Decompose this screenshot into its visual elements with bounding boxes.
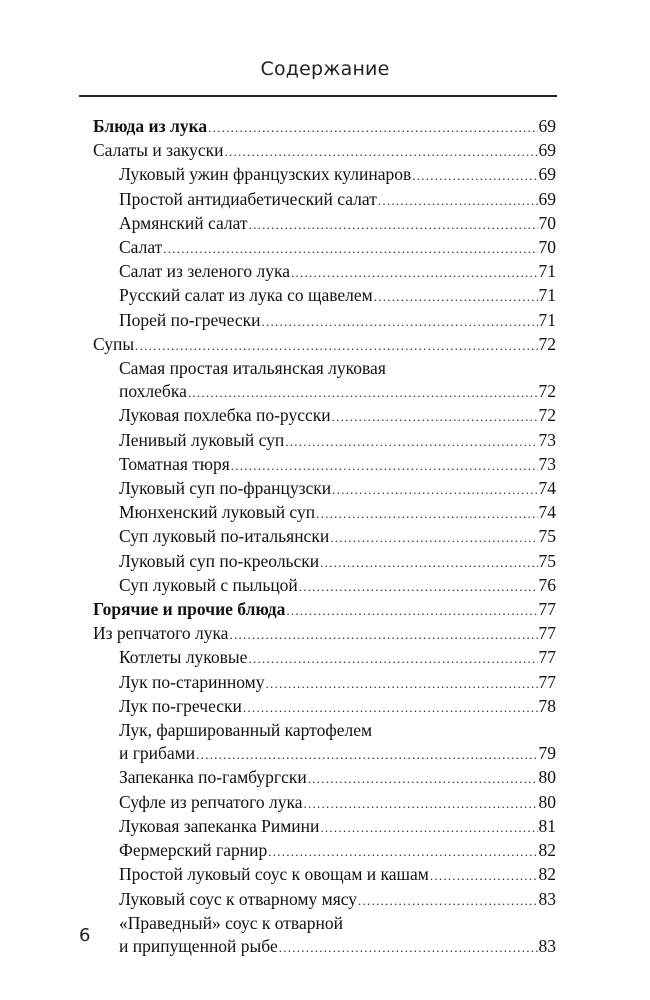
dot-leader [430, 864, 538, 887]
toc-entry [93, 839, 556, 863]
page-number: 6 [79, 925, 91, 946]
toc-entry-line [119, 284, 556, 308]
toc-entry-page: 69 [538, 116, 556, 136]
toc-entry-page: 82 [538, 840, 556, 861]
toc-entry [93, 284, 556, 308]
toc-entry-page: 69 [538, 164, 556, 185]
dot-leader [268, 840, 537, 863]
toc-entry-page: 69 [538, 188, 556, 209]
toc-entry [93, 188, 556, 212]
toc-entry-title: Русский салат из лука со щавелем [119, 285, 373, 306]
toc-entry-title-line1: «Праведный» соус к отварной [119, 912, 343, 933]
toc-entry-page: 80 [538, 791, 556, 812]
dot-leader [374, 285, 538, 308]
toc-entry-title: Салаты и закуски [93, 140, 224, 161]
toc-entry [93, 888, 556, 912]
toc-entry-page: 77 [538, 623, 556, 644]
toc-entry [93, 477, 556, 501]
toc-entry [93, 863, 556, 887]
toc-entry-line [119, 477, 556, 501]
toc-entry [93, 429, 556, 453]
toc-entry-page: 72 [538, 333, 556, 354]
toc-entry-line [93, 139, 556, 163]
toc-entry-line [119, 453, 556, 477]
toc-entry [93, 550, 556, 574]
toc-entry-line [93, 622, 556, 646]
dot-leader [243, 696, 538, 719]
toc-entry-line [119, 309, 556, 333]
dot-leader [249, 213, 538, 236]
toc-entry-line [119, 646, 556, 670]
toc-entry-title: Суфле из репчатого лука [119, 791, 303, 812]
toc-entry [93, 695, 556, 719]
dot-leader [248, 647, 537, 670]
toc-entry-line [119, 525, 556, 549]
toc-entry [93, 501, 556, 525]
toc-entry [93, 260, 556, 284]
toc-entry-page: 71 [538, 285, 556, 306]
toc-entry-line [119, 260, 556, 284]
toc-entry [93, 719, 556, 766]
toc-entry [93, 766, 556, 790]
toc-entry-title: Салат из зеленого лука [119, 261, 290, 282]
toc-entry-page: 83 [538, 935, 556, 956]
dot-leader [208, 116, 537, 139]
toc-entry-page: 74 [538, 478, 556, 499]
toc-entry-title: Луковый суп по-французски [119, 478, 332, 499]
toc-entry [93, 453, 556, 477]
toc-entry-title: Луковый ужин французских кулинаров [119, 164, 412, 185]
toc-entry-title: Фермерский гарнир [119, 840, 268, 861]
toc-entry-title: Порей по-гречески [119, 309, 261, 330]
toc-entry-page: 79 [538, 743, 556, 764]
toc-entry-title: Луковая запеканка Римини [119, 815, 320, 836]
dot-leader [285, 430, 537, 453]
toc-entry-page: 73 [538, 429, 556, 450]
toc-entry-line [119, 380, 556, 404]
dot-leader [304, 792, 538, 815]
toc-entry-page: 77 [538, 647, 556, 668]
toc-entry-line [119, 742, 556, 766]
toc-entry-line [119, 188, 556, 212]
dot-leader [358, 889, 537, 912]
toc-entry-page: 80 [538, 767, 556, 788]
dot-leader [299, 575, 538, 598]
toc-entry [93, 574, 556, 598]
toc-entry-title: Простой антидиабетический салат [119, 188, 377, 209]
toc-entry-page: 77 [538, 599, 556, 620]
header-divider [79, 95, 557, 97]
toc-entry-line [119, 888, 556, 912]
toc-entry-title: Котлеты луковые [119, 647, 248, 668]
toc-entry-page: 75 [538, 526, 556, 547]
toc-entry-title: Суп луковый по-итальянски [119, 526, 330, 547]
toc-entry-title: Супы [93, 333, 135, 354]
toc-entry-title: Блюда из лука [93, 116, 208, 136]
page-title: Содержание [260, 58, 390, 80]
toc-entry [93, 404, 556, 428]
dot-leader [231, 454, 538, 477]
dot-leader [286, 599, 537, 622]
dot-leader [135, 334, 537, 357]
toc-section-heading [93, 115, 556, 139]
toc-entry-line [93, 333, 556, 357]
toc-entry-line [119, 839, 556, 863]
dot-leader [279, 936, 538, 959]
toc-entry-line [93, 115, 556, 139]
toc-entry-page: 76 [538, 574, 556, 595]
toc-entry-title: Ленивый луковый суп [119, 429, 285, 450]
toc-entry-line [119, 815, 556, 839]
toc-subsection [93, 622, 556, 646]
dot-leader [316, 502, 537, 525]
toc-entry [93, 525, 556, 549]
toc-entry-line [119, 574, 556, 598]
dot-leader [291, 261, 538, 284]
dot-leader [188, 381, 538, 404]
toc-entry [93, 309, 556, 333]
toc-entry-title: Горячие и прочие блюда [93, 599, 286, 620]
toc-entry-line [119, 791, 556, 815]
dot-leader [262, 310, 538, 333]
dot-leader [224, 140, 537, 163]
toc-entry-line [119, 671, 556, 695]
toc-entry-title-line1: Лук, фаршированный картофелем [119, 720, 373, 741]
toc-entry-title: Томатная тюря [119, 453, 230, 474]
toc-entry-page: 69 [538, 140, 556, 161]
toc-entry-page: 72 [538, 381, 556, 402]
toc-entry-title: Луковый соус к отварному мясу [119, 888, 358, 909]
toc-entry-line [119, 212, 556, 236]
toc-entry-title: и припущенной рыбе [119, 935, 278, 956]
toc-entry-page: 82 [538, 864, 556, 885]
toc-entry-line [119, 550, 556, 574]
toc-entry-title: Простой луковый соус к овощам и кашам [119, 864, 429, 885]
dot-leader [320, 551, 537, 574]
toc-entry-title: Луковый суп по-креольски [119, 550, 320, 571]
toc-entry-title: Салат [119, 237, 163, 258]
dot-leader [266, 672, 538, 695]
toc-subsection [93, 333, 556, 357]
toc-entry-line [93, 598, 556, 622]
dot-leader [196, 743, 537, 766]
toc-subsection [93, 139, 556, 163]
dot-leader [163, 237, 537, 260]
toc-entry [93, 236, 556, 260]
toc-entry-page: 73 [538, 453, 556, 474]
toc-section-heading [93, 598, 556, 622]
toc-entry-page: 71 [538, 309, 556, 330]
dot-leader [330, 526, 537, 549]
toc-entry [93, 357, 556, 404]
toc-entry [93, 212, 556, 236]
dot-leader [332, 405, 538, 428]
toc-entry-page: 72 [538, 405, 556, 426]
toc-entry-line [119, 501, 556, 525]
toc-entry [93, 791, 556, 815]
toc-entry-line [119, 935, 556, 959]
toc-entry-page: 75 [538, 550, 556, 571]
dot-leader [378, 189, 538, 212]
toc-entry-line [119, 863, 556, 887]
toc-entry [93, 646, 556, 670]
dot-leader [332, 478, 537, 501]
toc-entry-line [119, 163, 556, 187]
toc-entry-line [119, 695, 556, 719]
toc-entry-page: 77 [538, 671, 556, 692]
toc-entry [93, 163, 556, 187]
dot-leader [308, 767, 538, 790]
toc-entry-page: 81 [538, 815, 556, 836]
toc-entry-title: Луковая похлебка по-русски [119, 405, 331, 426]
toc-entry-line [119, 236, 556, 260]
toc-entry [93, 912, 556, 959]
toc-entry-page: 83 [538, 888, 556, 909]
toc-entry-page: 70 [538, 237, 556, 258]
toc-entry-page: 78 [538, 695, 556, 716]
toc-entry-title: Лук по-старинному [119, 671, 265, 692]
toc-entry-title: Лук по-гречески [119, 695, 242, 716]
toc-entry-title: Суп луковый с пыльцой [119, 574, 298, 595]
toc-entry [93, 815, 556, 839]
dot-leader [320, 816, 537, 839]
toc-entry-title: и грибами [119, 743, 196, 764]
toc-entry-title: Армянский салат [119, 212, 248, 233]
toc-entry-line [119, 429, 556, 453]
toc-entry [93, 671, 556, 695]
toc-entry-title: Мюнхенский луковый суп [119, 502, 316, 523]
dot-leader [412, 164, 537, 187]
toc-entry-title: Запеканка по-гамбургски [119, 767, 307, 788]
toc-entry-title: Из репчатого лука [93, 623, 229, 644]
toc-entry-page: 70 [538, 212, 556, 233]
toc-entry-page: 74 [538, 502, 556, 523]
toc-entry-page: 71 [538, 261, 556, 282]
toc-entry-line [119, 404, 556, 428]
toc-entry-title: похлебка [119, 381, 187, 402]
toc-entry-title-line1: Самая простая итальянская луковая [119, 358, 386, 379]
table-of-contents [93, 115, 556, 959]
dot-leader [229, 623, 537, 646]
toc-entry-line [119, 766, 556, 790]
